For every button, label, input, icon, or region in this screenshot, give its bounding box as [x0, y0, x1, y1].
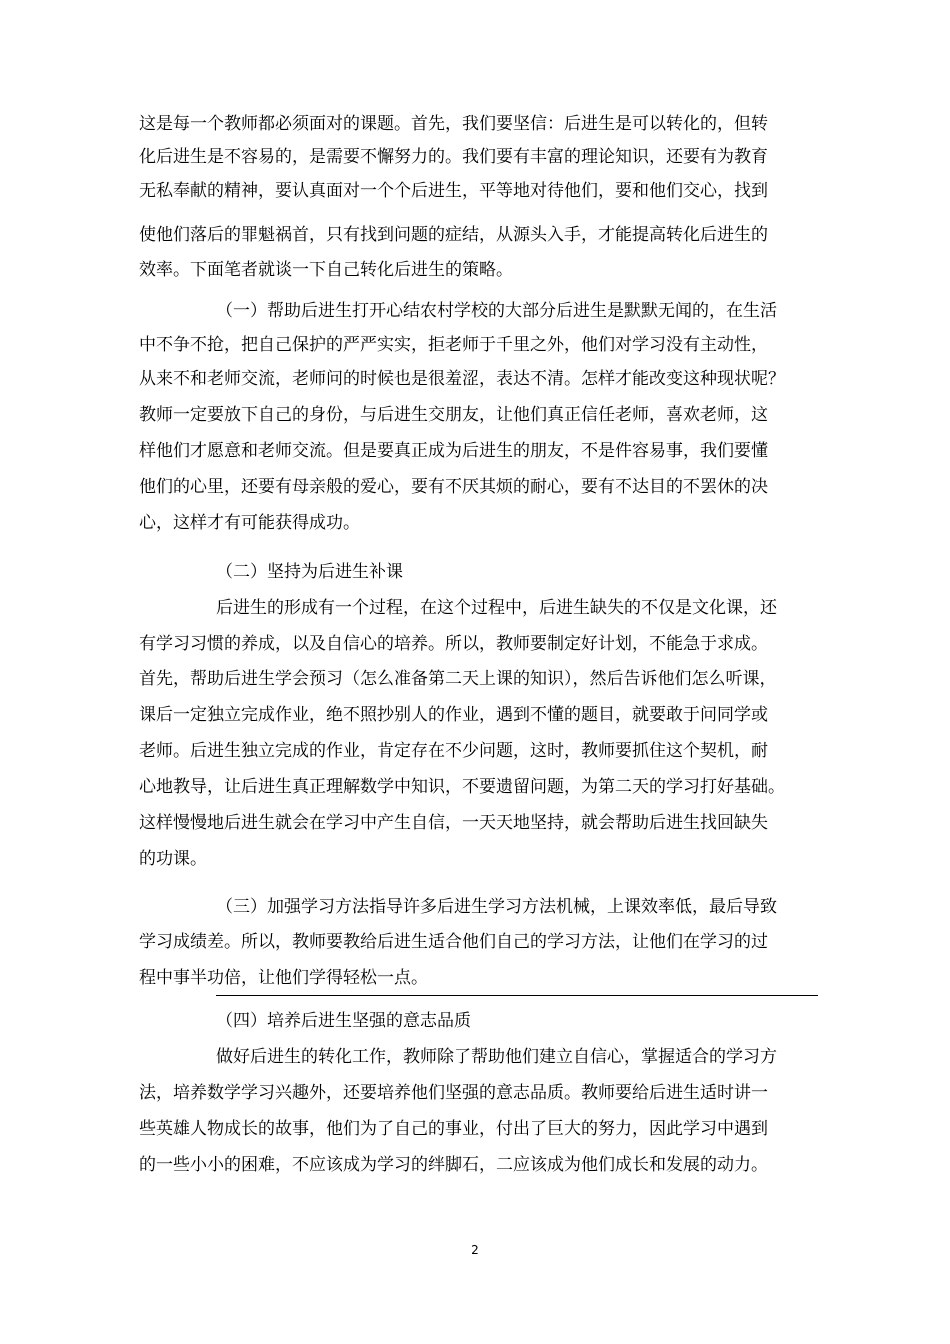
- text-line: 他们的心里，还要有母亲般的爱心，要有不厌其烦的耐心，要有不达目的不罢休的决: [139, 477, 768, 497]
- section-heading-2: （二）坚持为后进生补课: [216, 562, 403, 582]
- text-line: 使他们落后的罪魁祸首，只有找到问题的症结，从源头入手，才能提高转化后进生的: [139, 225, 768, 245]
- text-line: 心地教导，让后进生真正理解数学中知识，不要遗留问题，为第二天的学习打好基础。: [139, 777, 785, 797]
- section-heading-3: （三）加强学习方法指导许多后进生学习方法机械，上课效率低，最后导致: [216, 897, 777, 917]
- text-line: 些英雄人物成长的故事，他们为了自己的事业，付出了巨大的努力，因此学习中遇到: [139, 1119, 768, 1139]
- text-line: 学习成绩差。所以，教师要教给后进生适合他们自己的学习方法，让他们在学习的过: [139, 932, 768, 952]
- text-line: 中不争不抢，把自己保护的严严实实，拒老师于千里之外，他们对学习没有主动性，: [139, 335, 768, 355]
- text-line: 课后一定独立完成作业，绝不照抄别人的作业，遇到不懂的题目，就要敢于问同学或: [139, 705, 768, 725]
- text-line: 有学习习惯的养成，以及自信心的培养。所以，教师要制定好计划，不能急于求成。: [139, 634, 768, 654]
- section-heading-1: （一）帮助后进生打开心结农村学校的大部分后进生是默默无闻的，在生活: [216, 301, 777, 321]
- text-line: 化后进生是不容易的，是需要不懈努力的。我们要有丰富的理论知识，还要有为教育: [139, 147, 768, 167]
- text-line: 的一些小小的困难，不应该成为学习的绊脚石，二应该成为他们成长和发展的动力。: [139, 1155, 768, 1175]
- text-line: 这是每一个教师都必须面对的课题。首先，我们要坚信：后进生是可以转化的，但转: [139, 114, 768, 134]
- text-line: 心，这样才有可能获得成功。: [139, 513, 360, 533]
- text-line: 后进生的形成有一个过程，在这个过程中，后进生缺失的不仅是文化课，还: [216, 598, 777, 618]
- text-line: 效率。下面笔者就谈一下自己转化后进生的策略。: [139, 260, 513, 280]
- text-line: 做好后进生的转化工作，教师除了帮助他们建立自信心，掌握适合的学习方: [216, 1047, 777, 1067]
- text-line: 的功课。: [139, 849, 207, 869]
- text-line: 样他们才愿意和老师交流。但是要真正成为后进生的朋友，不是件容易事，我们要懂: [139, 441, 768, 461]
- horizontal-rule: [216, 995, 818, 996]
- text-line: 法，培养数学学习兴趣外，还要培养他们坚强的意志品质。教师要给后进生适时讲一: [139, 1083, 768, 1103]
- text-line: 从来不和老师交流，老师问的时候也是很羞涩，表达不清。怎样才能改变这种现状呢？: [139, 369, 785, 389]
- text-line: 首先，帮助后进生学会预习（怎么准备第二天上课的知识），然后告诉他们怎么听课，: [139, 669, 777, 689]
- text-line: 这样慢慢地后进生就会在学习中产生自信，一天天地坚持，就会帮助后进生找回缺失: [139, 813, 768, 833]
- text-line: 程中事半功倍，让他们学得轻松一点。: [139, 968, 428, 988]
- text-line: 教师一定要放下自己的身份，与后进生交朋友，让他们真正信任老师，喜欢老师，这: [139, 405, 768, 425]
- page-number: 2: [471, 1243, 479, 1257]
- text-line: 无私奉献的精神，要认真面对一个个后进生，平等地对待他们，要和他们交心，找到: [139, 181, 768, 201]
- section-heading-4: （四）培养后进生坚强的意志品质: [216, 1011, 471, 1031]
- text-line: 老师。后进生独立完成的作业，肯定存在不少问题，这时，教师要抓住这个契机，耐: [139, 741, 768, 761]
